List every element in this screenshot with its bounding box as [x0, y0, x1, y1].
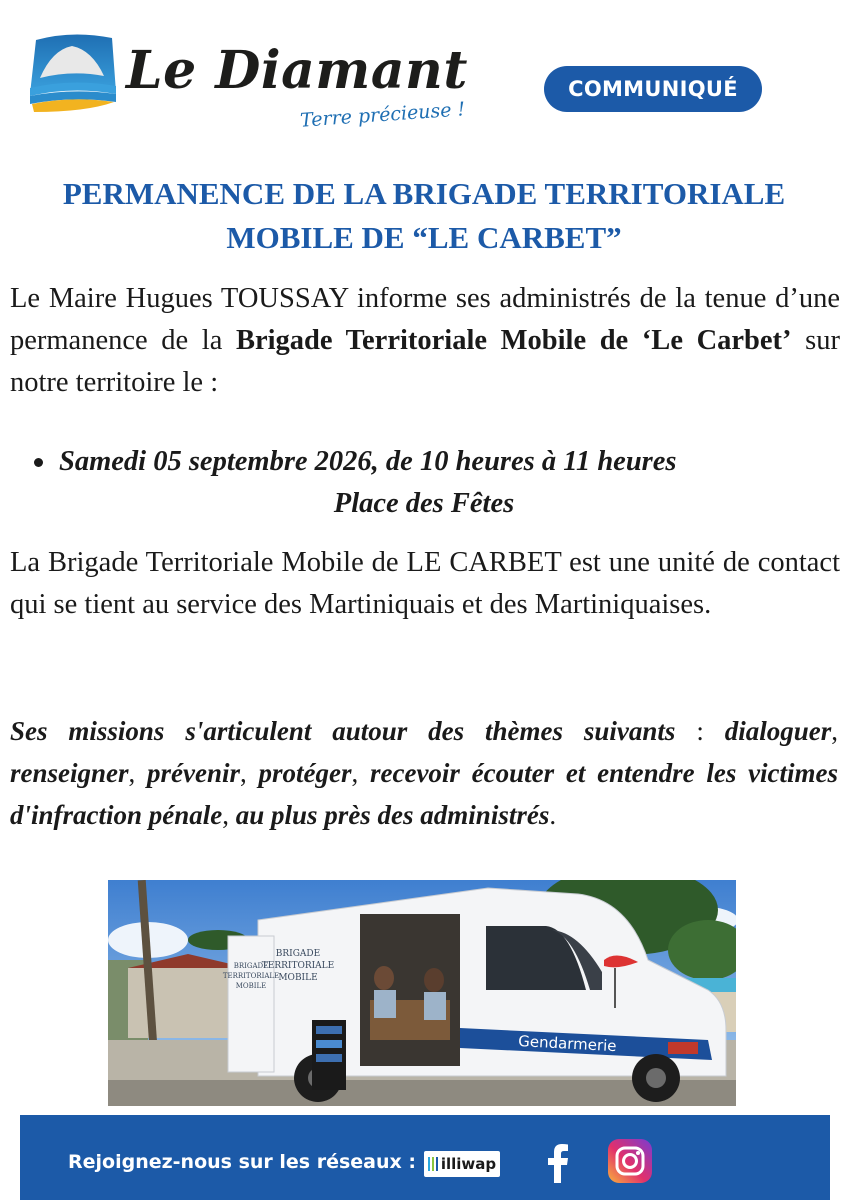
brand-tagline: Terre précieuse !	[299, 98, 466, 132]
title-line-2: MOBILE DE “LE CARBET”	[226, 220, 622, 255]
header	[0, 0, 848, 150]
description-paragraph: La Brigade Territoriale Mobile de LE CARBET est une unité de contact qui se tient au service des Martiniquais et des Martiniquaises.	[10, 547, 840, 620]
van-side-text-line: TERRITORIALE	[261, 961, 335, 971]
title-line-1: PERMANENCE DE LA BRIGADE TERRITORIALE	[62, 176, 786, 211]
van-side-text-line: MOBILE	[278, 973, 318, 983]
intro-unit-name: Brigade Territoriale Mobile de ‘Le Carbet’	[235, 325, 792, 356]
van-stripe-text: Gendarmerie	[517, 1032, 617, 1056]
mission-item: recevoir écouter et entendre les victimes d'infraction pénale	[10, 758, 839, 830]
mission-item: renseigner	[10, 758, 129, 788]
page-title	[0, 172, 848, 260]
illiwap-button[interactable]	[424, 1151, 500, 1177]
intro-paragraph	[10, 278, 840, 404]
mission-separator: ,	[240, 758, 259, 788]
mission-separator: ,	[831, 716, 838, 746]
event-place: Place des Fêtes	[333, 488, 515, 519]
missions-paragraph	[10, 710, 838, 836]
missions-intro: Ses missions s'articulent autour des thèmes suivants	[10, 716, 676, 746]
mission-separator: ,	[351, 758, 370, 788]
instagram-icon[interactable]	[608, 1139, 652, 1183]
van-back-text-line: MOBILE	[235, 982, 267, 990]
mission-item: au plus près des administrés	[235, 800, 550, 830]
intro-text-end: sur notre territoire le :	[10, 325, 840, 398]
brand-name: Le Diamant	[126, 40, 468, 101]
footer-social-label: Rejoignez-nous sur les réseaux :	[68, 1151, 416, 1173]
missions-end: .	[549, 800, 557, 830]
event-bullet	[34, 446, 814, 478]
facebook-icon[interactable]	[542, 1141, 572, 1183]
van-illustration	[108, 880, 736, 1106]
illiwap-icon	[428, 1157, 438, 1171]
event-date-time: Samedi 05 septembre 2026, de 10 heures à 11 heures	[59, 446, 677, 477]
mission-separator: ,	[128, 758, 148, 788]
mission-separator: ,	[222, 800, 236, 830]
mission-item: protéger	[258, 758, 352, 788]
communique-badge: COMMUNIQUÉ	[544, 66, 762, 112]
intro-text-start: Le Maire Hugues TOUSSAY informe ses administrés de la tenue d’une permanence de la	[10, 283, 840, 356]
van-back-text-line: BRIGADE	[233, 962, 269, 970]
mission-item: dialoguer	[724, 716, 832, 746]
van-back-text-line: TERRITORIALE	[222, 972, 280, 980]
missions-colon: :	[675, 716, 725, 746]
mission-item: prévenir	[147, 758, 240, 788]
le-diamant-logo-mark	[26, 32, 118, 114]
bullet-dot	[34, 458, 43, 467]
footer-bar	[20, 1115, 830, 1200]
gendarmerie-van-photo	[108, 880, 736, 1106]
illiwap-label: illiwap	[440, 1155, 497, 1173]
van-side-text-line: BRIGADE	[275, 949, 321, 959]
